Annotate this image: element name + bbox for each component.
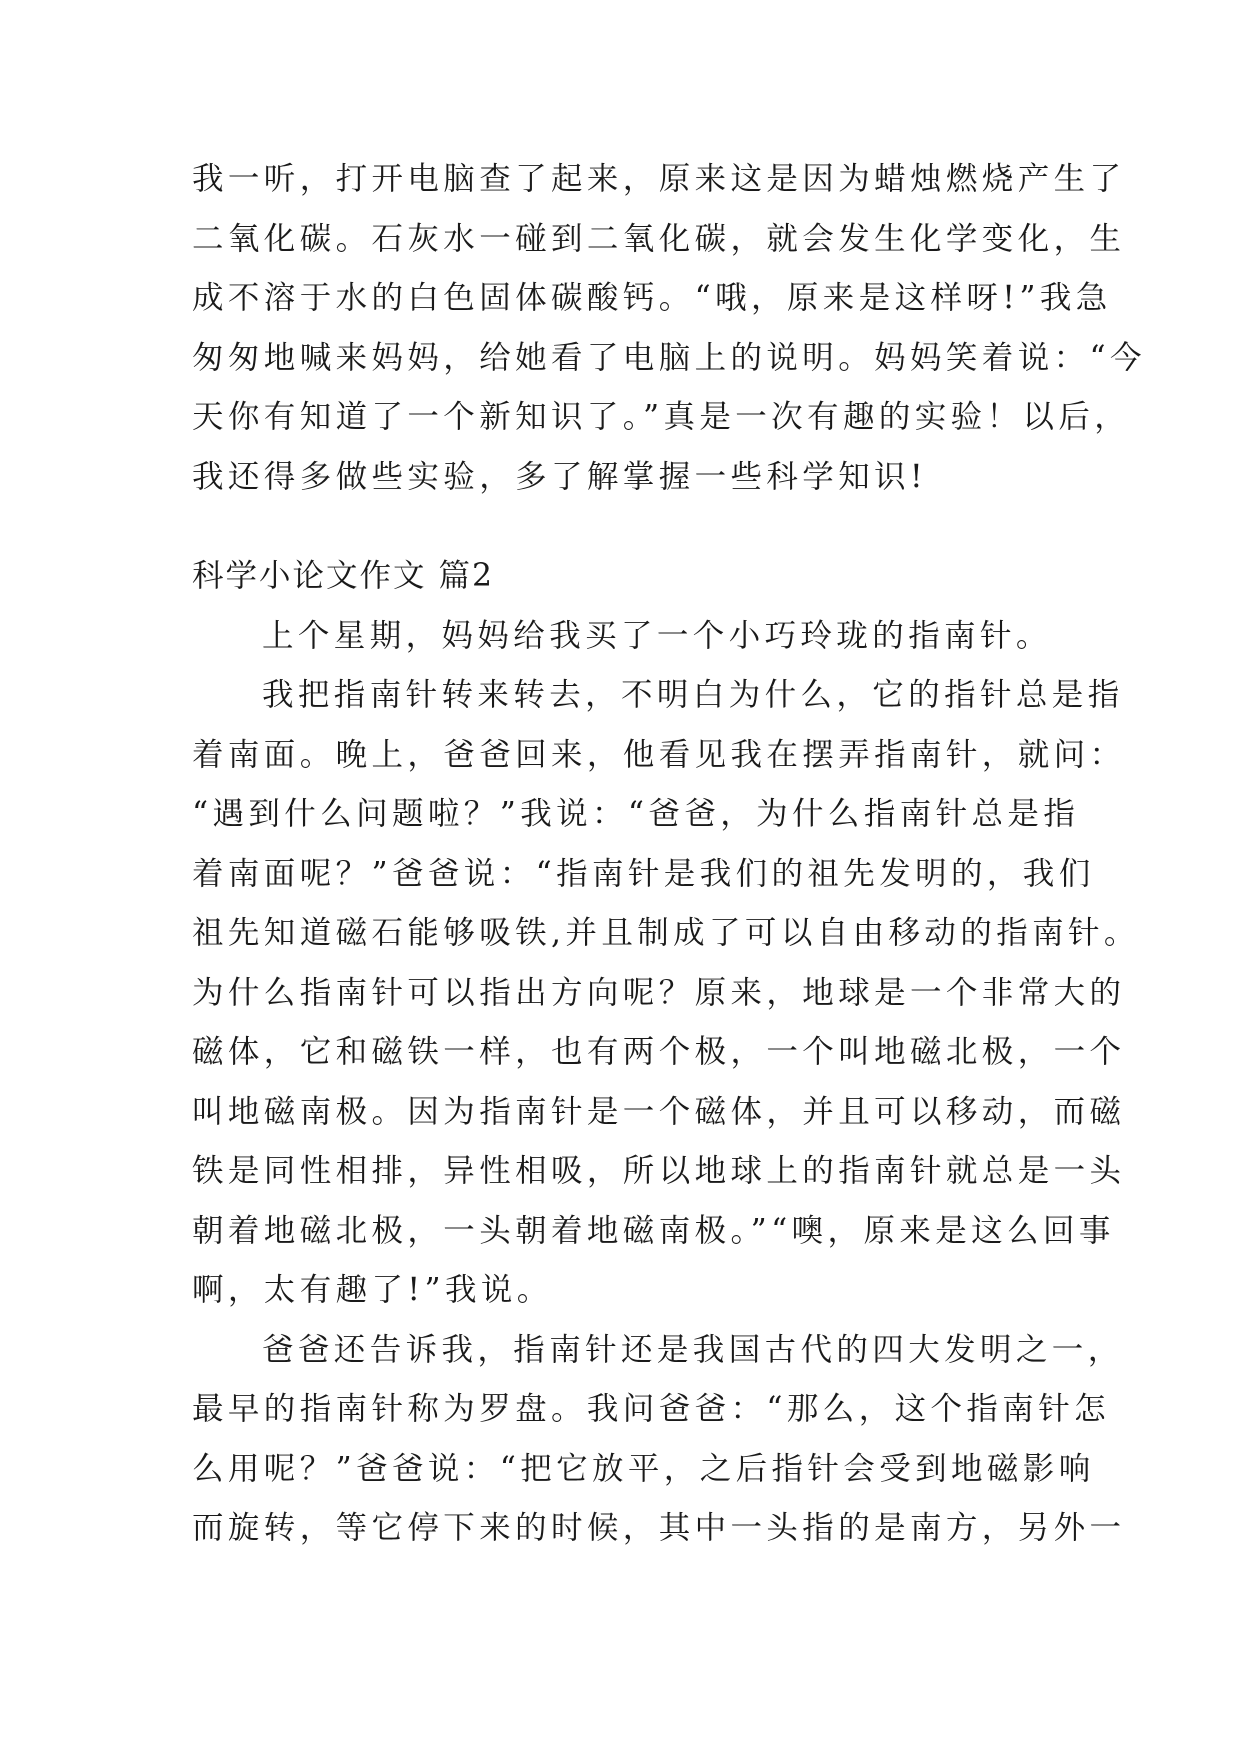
paragraph-2 <box>192 666 1140 1321</box>
text-line: “遇到什么问题啦？”我说：“爸爸，为什么指南针总是指 <box>192 796 1080 832</box>
text-line: 上个星期，妈妈给我买了一个小巧玲珑的指南针。 <box>262 617 1052 654</box>
text-line: 我还得多做些实验，多了解掌握一些科学知识! <box>192 458 928 495</box>
text-line: 爸爸还告诉我，指南针还是我国古代的四大发明之一， <box>262 1331 1124 1368</box>
text-line: 而旋转，等它停下来的时候，其中一头指的是南方，另外一 <box>192 1510 1126 1546</box>
text-line: 最早的指南针称为罗盘。我问爸爸：“那么，这个指南针怎 <box>192 1391 1111 1427</box>
paragraph-1 <box>192 607 1052 667</box>
text-line: 叫地磁南极。因为指南针是一个磁体，并且可以移动，而磁 <box>192 1093 1126 1130</box>
text-line: 二氧化碳。石灰水一碰到二氧化碳，就会发生化学变化，生 <box>192 220 1126 257</box>
text-line: 着南面呢？”爸爸说：“指南针是我们的祖先发明的，我们 <box>192 855 1095 892</box>
text-line: 铁是同性相排，异性相吸，所以地球上的指南针就总是一头 <box>192 1153 1126 1189</box>
section-heading: 科学小论文作文 篇2 <box>192 558 495 594</box>
text-line: 匆匆地喊来妈妈，给她看了电脑上的说明。妈妈笑着说：“今 <box>192 339 1146 376</box>
section-gap <box>192 507 1052 547</box>
text-line: 么用呢？”爸爸说：“把它放平，之后指针会受到地磁影响 <box>192 1450 1095 1487</box>
text-line: 天你有知道了一个新知识了。”真是一次有趣的实验！以后， <box>192 399 1131 435</box>
text-line: 磁体，它和磁铁一样，也有两个极，一个叫地磁北极，一个 <box>192 1034 1126 1070</box>
text-line: 我一听，打开电脑查了起来，原来这是因为蜡烛燃烧产生了 <box>192 161 1126 197</box>
text-line: 祖先知道磁石能够吸铁,并且制成了可以自由移动的指南针。 <box>192 915 1140 951</box>
text-line: 朝着地磁北极，一头朝着地磁南极。”“噢，原来是这么回事 <box>192 1212 1115 1249</box>
text-line: 着南面。晚上，爸爸回来，他看见我在摆弄指南针，就问： <box>192 736 1126 773</box>
paragraph-3 <box>192 1321 1126 1559</box>
document-page <box>192 150 1146 1559</box>
text-line: 为什么指南针可以指出方向呢？原来，地球是一个非常大的 <box>192 974 1126 1011</box>
paragraph-continued <box>192 150 1146 507</box>
text-line: 我把指南针转来转去，不明白为什么，它的指针总是指 <box>262 677 1124 713</box>
text-line: 啊，太有趣了!”我说。 <box>192 1272 553 1308</box>
text-line: 成不溶于水的白色固体碳酸钙。“哦，原来是这样呀!”我急 <box>192 280 1112 316</box>
